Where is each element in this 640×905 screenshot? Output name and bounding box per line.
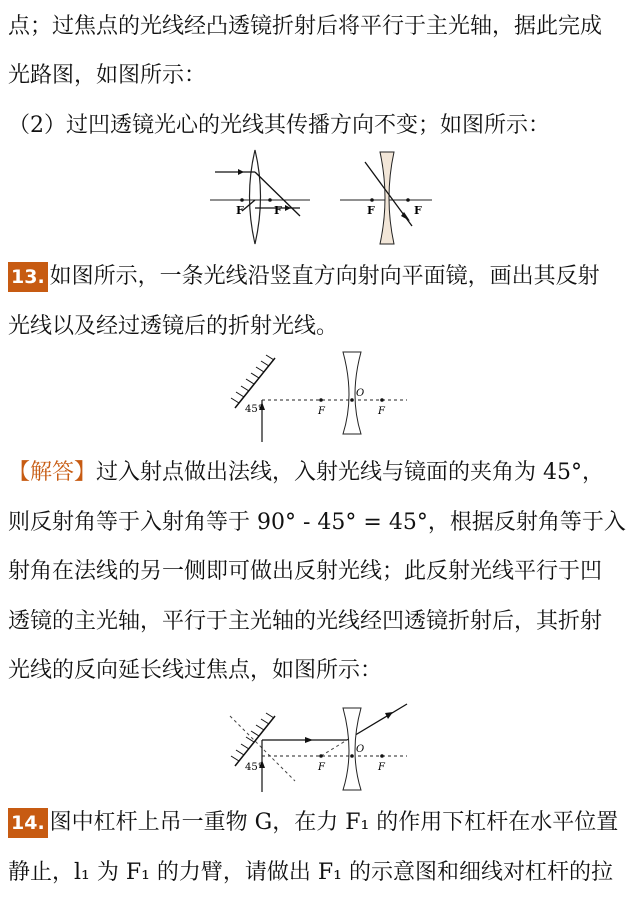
question-number-badge: 13. (8, 262, 48, 292)
focus-label: F (414, 204, 422, 217)
text-line: 透镜的主光轴，平行于主光轴的光线经凹透镜折射后，其折射 (8, 609, 603, 634)
focus-label: F (367, 204, 375, 217)
text-line: （2）过凹透镜光心的光线其传播方向不变；如图所示： (8, 113, 550, 138)
text-line: 光线以及经过透镜后的折射光线。 (8, 314, 339, 339)
focus-label: F (318, 762, 325, 773)
text-line: 光路图，如图所示： (8, 63, 207, 88)
focus-label: F (318, 406, 325, 417)
text-line: 则反射角等于入射角等于 90° - 45° = 45°，根据反射角等于入 (8, 510, 626, 535)
angle-label: 45° (245, 762, 263, 773)
answer-tag: 【解答】 (8, 460, 97, 485)
question-14-line (8, 808, 634, 838)
focus-label: F (236, 204, 244, 217)
lens-ray-diagrams (200, 148, 440, 248)
focus-label: F (274, 204, 282, 217)
optical-center-label: O (356, 388, 365, 399)
text-line: 静止，l₁ 为 F₁ 的力臂，请做出 F₁ 的示意图和细线对杠杆的拉 (8, 860, 613, 885)
mirror-lens-question-figure (225, 348, 415, 444)
optical-center-label: O (356, 744, 365, 755)
text-line: 光线的反向延长线过焦点，如图所示： (8, 658, 383, 683)
answer-line (8, 458, 634, 488)
question-number-badge: 14. (8, 808, 48, 838)
mirror-lens-answer-figure (225, 696, 415, 792)
text-line: 点；过焦点的光线经凸透镜折射后将平行于主光轴，据此完成 (8, 14, 603, 39)
angle-label: 45° (245, 404, 263, 415)
text-line: 射角在法线的另一侧即可做出反射光线；此反射光线平行于凹 (8, 559, 603, 584)
focus-label: F (378, 762, 385, 773)
text-line: 过入射点做出法线，入射光线与镜面的夹角为 45°， (96, 460, 605, 485)
text-line: 如图所示，一条光线沿竖直方向射向平面镜，画出其反射 (49, 264, 600, 289)
question-13-line (8, 262, 634, 292)
text-line: 图中杠杆上吊一重物 G，在力 F₁ 的作用下杠杆在水平位置 (49, 810, 619, 835)
focus-label: F (378, 406, 385, 417)
